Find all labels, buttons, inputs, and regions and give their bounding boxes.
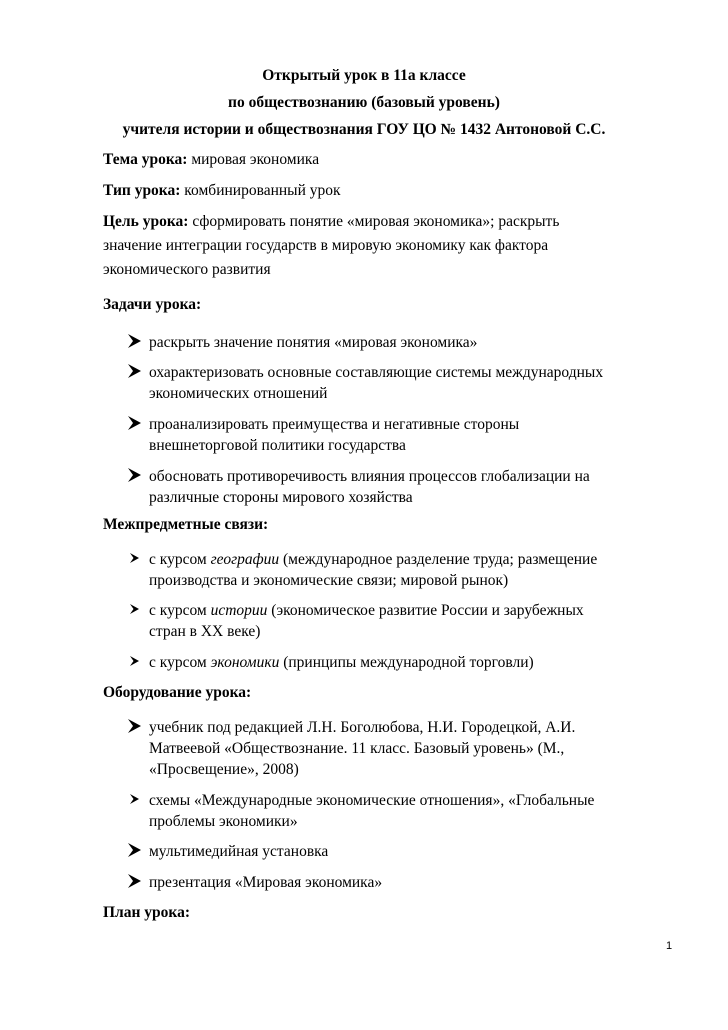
link-subject: истории [210,602,268,619]
task-text: проанализировать преимущества и негативные стороны [149,416,520,433]
equipment-text: схемы «Международные экономические отношения», «Глобальные [149,792,595,809]
task-text: внешнеторговой политики государства [149,437,406,454]
link-text-line [149,652,689,673]
arrowhead-bullet-icon [126,362,144,380]
link-text-line [149,549,689,570]
equipment-heading: Оборудование урока: [103,684,252,701]
goal-line-1 [103,213,559,231]
equipment-text: мультимедийная установка [149,843,329,860]
link-prefix: с курсом [149,654,211,671]
type-value: комбинированный урок [180,182,341,199]
topic-line [103,151,319,169]
goal-text-1: сформировать понятие «мировая экономика»; раскрыть [188,213,560,230]
small-arrowhead-bullet-icon [126,652,144,670]
link-prefix: с курсом [149,602,211,619]
equipment-text: презентация «Мировая экономика» [149,874,383,891]
plan-heading: План урока: [103,904,191,921]
arrowhead-bullet-icon [126,466,144,484]
equipment-text: учебник под редакцией Л.Н. Боголюбова, Н.И. Городецкой, А.И. [149,719,576,736]
doc-title: Открытый урок в 11а классе [262,67,466,84]
small-arrowhead-bullet-icon [126,790,144,808]
goal-label: Цель урока: [103,213,189,230]
type-label: Тип урока: [103,182,181,199]
equipment-text: проблемы экономики» [149,813,298,830]
task-text: различные стороны мирового хозяйства [149,489,413,506]
link-prefix: с курсом [149,551,211,568]
link-subject: географии [210,551,280,568]
topic-value: мировая экономика [187,151,320,168]
goal-line-3: экономического развития [103,261,271,278]
arrowhead-bullet-icon [126,414,144,432]
link-text-line: производства и экономические связи; мировой рынок) [149,572,509,589]
link-details: (экономическое развитие России и зарубежных [267,602,584,619]
doc-author-line: учителя истории и обществознания ГОУ ЦО № 1432 Антоновой С.С. [122,121,606,138]
link-text-line [149,600,689,621]
doc-subtitle: по обществознанию (базовый уровень) [228,94,500,111]
small-arrowhead-bullet-icon [126,600,144,618]
task-text: экономических отношений [149,385,328,402]
goal-line-2: значение интеграции государств в мировую экономику как фактора [103,237,549,254]
tasks-heading: Задачи урока: [103,296,202,313]
equipment-text: «Просвещение», 2008) [149,761,299,778]
task-text: охарактеризовать основные составляющие системы международных [149,364,604,381]
topic-label: Тема урока: [103,151,188,168]
small-arrowhead-bullet-icon [126,549,144,567]
arrowhead-bullet-icon [126,872,144,890]
task-text: обосновать противоречивость влияния процессов глобализации на [149,468,590,485]
arrowhead-bullet-icon [126,717,144,735]
arrowhead-bullet-icon [126,841,144,859]
link-text-line: стран в XX веке) [149,623,261,640]
link-details: (международное разделение труда; размещение [279,551,598,568]
arrowhead-bullet-icon [126,332,144,350]
links-heading: Межпредметные связи: [103,516,269,533]
equipment-text: Матвеевой «Обществознание. 11 класс. Базовый уровень» (М., [149,740,565,757]
link-subject: экономики [210,654,280,671]
link-details: (принципы международной торговли) [279,654,534,671]
type-line [103,182,341,200]
page-number: 1 [666,940,673,952]
task-text: раскрыть значение понятия «мировая экономика» [149,334,478,351]
